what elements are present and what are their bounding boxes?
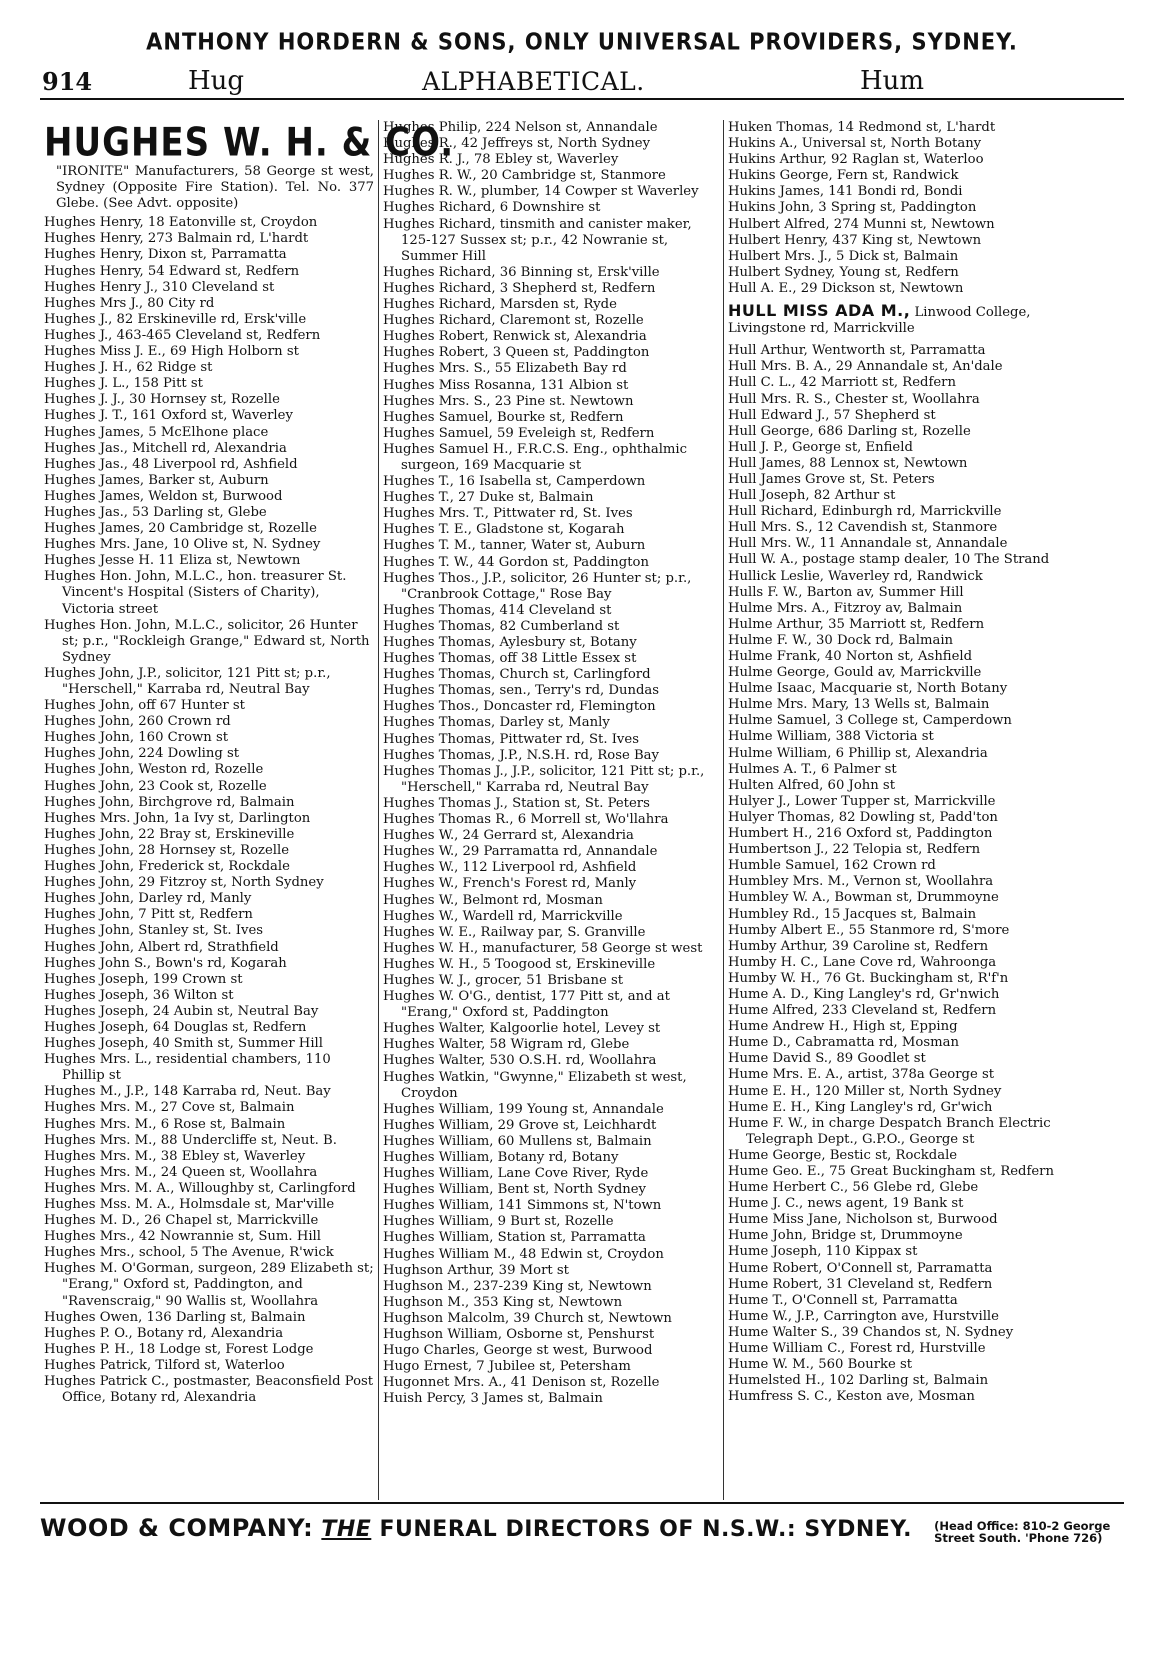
directory-entry: Hughes Watkin, "Gwynne," Elizabeth st west, Croydon	[383, 1069, 687, 1101]
directory-entry: Hughson M., 353 King st, Newtown	[383, 1294, 623, 1310]
directory-entry: Hulls F. W., Barton av, Summer Hill	[728, 584, 964, 600]
directory-entry: Hughes Thomas, sen., Terry's rd, Dundas	[383, 683, 660, 699]
directory-entry: Hume Robert, O'Connell st, Parramatta	[728, 1260, 993, 1276]
directory-entry: Hume Alfred, 233 Cleveland st, Redfern	[728, 1003, 997, 1019]
directory-entry: Hughes Richard, Marsden st, Ryde	[383, 297, 617, 313]
directory-entry: Hughes Mrs J., 80 City rd	[44, 295, 215, 311]
directory-entry: Hughes Thomas, Darley st, Manly	[383, 715, 610, 731]
directory-entry: Hulme Arthur, 35 Marriott st, Redfern	[728, 616, 985, 632]
directory-entry: Hughes Richard, 3 Shepherd st, Redfern	[383, 280, 656, 296]
directory-entry: Hughes James, 5 McElhone place	[44, 424, 269, 440]
column-1	[40, 120, 455, 1500]
directory-entry: Hughes Thomas, Aylesbury st, Botany	[383, 635, 637, 650]
directory-entry: Hull J. P., George st, Enfield	[728, 439, 913, 455]
directory-entry: Hull C. L., 42 Marriott st, Redfern	[728, 375, 956, 391]
directory-entry: Hulme William, 6 Phillip st, Alexandria	[728, 745, 988, 761]
directory-entry: Hughes J. T., 161 Oxford st, Waverley	[44, 408, 293, 424]
directory-entry: Hughes Mrs. M., 38 Ebley st, Waverley	[44, 1148, 306, 1164]
spot-advertisement	[728, 303, 1058, 337]
directory-entry: Hume Herbert C., 56 Glebe rd, Glebe	[728, 1180, 979, 1196]
directory-entry: Hull Joseph, 82 Arthur st	[728, 488, 896, 504]
footer-note-line-2: Street South. 'Phone 726)	[934, 1530, 1103, 1545]
directory-entry: Hughes Thomas, off 38 Little Essex st	[383, 651, 637, 667]
directory-entry: Hull Richard, Edinburgh rd, Marrickville	[728, 504, 1002, 520]
directory-entry: Hughes James, Weldon st, Burwood	[44, 488, 283, 504]
directory-entry: Hughes Jas., 53 Darling st, Glebe	[44, 504, 267, 520]
directory-entry: Hughes J., 82 Erskineville rd, Ersk'ville	[44, 311, 307, 327]
directory-entry: Hulme Samuel, 3 College st, Camperdown	[728, 713, 1012, 729]
directory-entry: Hugo Charles, George st west, Burwood	[383, 1343, 653, 1359]
directory-entry: Hume W., J.P., Carrington ave, Hurstville	[728, 1308, 999, 1324]
directory-entry: Hughes Robert, Renwick st, Alexandria	[383, 329, 647, 345]
directory-entry: Hughes John S., Bown's rd, Kogarah	[44, 955, 287, 971]
directory-entry: Hughes William, 199 Young st, Annandale	[383, 1101, 664, 1117]
directory-entry: Hughes Jas., 48 Liverpool rd, Ashfield	[44, 456, 298, 472]
directory-entry: Hughes Joseph, 199 Crown st	[44, 971, 243, 987]
directory-entry: Hughes R. W., plumber, 14 Cowper st Waverley	[383, 184, 699, 200]
directory-entry: Hughes Mrs. M., 27 Cove st, Balmain	[44, 1100, 295, 1116]
directory-entry: Hulten Alfred, 60 John st	[728, 777, 896, 793]
directory-entry: Hughes John, Albert rd, Strathfield	[44, 939, 279, 955]
range-start-label: Hug	[188, 66, 245, 96]
directory-entry: Hughes Walter, Kalgoorlie hotel, Levey st	[383, 1021, 661, 1037]
directory-entry: Hughes W., 24 Gerrard st, Alexandria	[383, 828, 634, 844]
directory-entry: Hughes J. H., 62 Ridge st	[44, 360, 213, 376]
directory-entry: Hukins Arthur, 92 Raglan st, Waterloo	[728, 152, 984, 168]
directory-entry: Hughes M. O'Gorman, surgeon, 289 Elizabeth st; "Erang," Oxford st, Paddington, and "Ravenscraig," 90 Wallis st, Woollahra	[44, 1261, 374, 1309]
directory-entry: Hume Geo. E., 75 Great Buckingham st, Redfern	[728, 1164, 1054, 1179]
directory-entry: Hughes T., 27 Duke st, Balmain	[383, 490, 594, 506]
directory-entry: Humbertson J., 22 Telopia st, Redfern	[728, 842, 981, 858]
directory-entry: Hughes W., 112 Liverpool rd, Ashfield	[383, 860, 637, 876]
directory-entry: Hughes Richard, 36 Binning st, Ersk'ville	[383, 264, 660, 280]
directory-entry: Hughes Joseph, 40 Smith st, Summer Hill	[44, 1036, 323, 1052]
directory-entry: Hugo Ernest, 7 Jubilee st, Petersham	[383, 1359, 631, 1375]
directory-entry: Hughes John, 7 Pitt st, Redfern	[44, 907, 253, 923]
directory-entry: Hughes Philip, 224 Nelson st, Annandale	[383, 120, 658, 135]
footer-note	[934, 1520, 1110, 1544]
directory-entry: Hughes Richard, Claremont st, Rozelle	[383, 313, 644, 329]
directory-entry: Hulbert Mrs. J., 5 Dick st, Balmain	[728, 248, 959, 264]
range-end-label: Hum	[860, 66, 925, 96]
directory-entry: Hughes T. W., 44 Gordon st, Paddington	[383, 554, 649, 570]
spot-ad-text: Linwood College, Livingstone rd, Marrickville	[728, 305, 1031, 337]
directory-entry: Hughes J., 463-465 Cleveland st, Redfern	[44, 327, 321, 343]
directory-entry: Hughes Hon. John, M.L.C., hon. treasurer St. Vincent's Hospital (Sisters of Charity), Victoria street	[44, 569, 347, 617]
directory-entry: Hughes John, 224 Dowling st	[44, 746, 240, 762]
directory-entry: Hughes John, Stanley st, St. Ives	[44, 923, 264, 939]
directory-entry: Hughes W. O'G., dentist, 177 Pitt st, and at "Erang," Oxford st, Paddington	[383, 989, 670, 1021]
footer-brand: WOOD & COMPANY:	[40, 1514, 314, 1542]
directory-entry: Hulme F. W., 30 Dock rd, Balmain	[728, 632, 954, 648]
directory-entry: Hughes Richard, 6 Downshire st	[383, 200, 601, 216]
directory-entry: Hughes Miss Rosanna, 131 Albion st	[383, 377, 629, 393]
directory-entry: Hughes W. H., manufacturer, 58 George st west	[383, 940, 703, 956]
directory-entry: Hume D., Cabramatta rd, Mosman	[728, 1035, 959, 1051]
directory-entry: Hughes William, Bent st, North Sydney	[383, 1182, 647, 1198]
directory-entry: Hughes Samuel H., F.R.C.S. Eng., ophthalmic surgeon, 169 Macquarie st	[383, 441, 688, 473]
directory-entry: Hughes Mrs. Jane, 10 Olive st, N. Sydney	[44, 537, 321, 553]
footer-advertisement	[40, 1502, 1124, 1544]
directory-entry: Humble Samuel, 162 Crown rd	[728, 858, 936, 874]
directory-entry: Hughes John, 23 Cook st, Rozelle	[44, 778, 267, 794]
directory-entry: Hughes John, 29 Fitzroy st, North Sydney	[44, 875, 324, 891]
entry-list	[44, 215, 374, 1406]
directory-entry: Hughes W., 29 Parramatta rd, Annandale	[383, 844, 658, 860]
directory-entry: Huish Percy, 3 James st, Balmain	[383, 1391, 603, 1407]
directory-entry: Hume W. M., 560 Bourke st	[728, 1357, 913, 1373]
directory-entry: Hume Mrs. E. A., artist, 378a George st	[728, 1067, 995, 1083]
directory-entry: Hukins A., Universal st, North Botany	[728, 136, 982, 152]
column-3	[723, 120, 1062, 1500]
directory-entry: Hughes Mrs. T., Pittwater rd, St. Ives	[383, 506, 633, 522]
directory-entry: Hughes John, 160 Crown st	[44, 730, 229, 746]
directory-entry: Hughes William, 141 Simmons st, N'town	[383, 1198, 662, 1214]
directory-entry: Hull George, 686 Darling st, Rozelle	[728, 423, 971, 439]
directory-entry: Hughes Thomas R., 6 Morrell st, Wo'llahra	[383, 812, 669, 828]
directory-entry: Hughes Henry, 18 Eatonville st, Croydon	[44, 215, 318, 231]
directory-entry: Hulme George, Gould av, Marrickville	[728, 665, 982, 681]
entry-list	[728, 343, 1058, 1405]
directory-entry: Hull Mrs. B. A., 29 Annandale st, An'dale	[728, 359, 1003, 375]
directory-entry: Hughes Joseph, 24 Aubin st, Neutral Bay	[44, 1003, 319, 1019]
directory-entry: Hughes Mrs. John, 1a Ivy st, Darlington	[44, 810, 311, 826]
directory-entry: Hulbert Alfred, 274 Munni st, Newtown	[728, 216, 995, 232]
entry-list	[383, 120, 719, 1408]
directory-entry: Hughes Walter, 530 O.S.H. rd, Woollahra	[383, 1053, 657, 1069]
directory-entry: Hull W. A., postage stamp dealer, 10 The Strand	[728, 552, 1050, 568]
directory-entry: Hume John, Bridge st, Drummoyne	[728, 1228, 963, 1244]
directory-entry: Hume David S., 89 Goodlet st	[728, 1051, 926, 1067]
directory-entry: Hughes Mrs. M. A., Willoughby st, Carlingford	[44, 1180, 356, 1196]
entry-list	[728, 120, 1058, 297]
directory-entry: Hume William C., Forest rd, Hurstville	[728, 1341, 986, 1357]
column-2	[378, 120, 723, 1500]
directory-entry: Hume E. H., 120 Miller st, North Sydney	[728, 1083, 1002, 1099]
directory-entry: Hughes Patrick, Tilford st, Waterloo	[44, 1357, 285, 1373]
directory-entry: Hughes Miss J. E., 69 High Holborn st	[44, 344, 299, 360]
directory-entry: Hughes P. H., 18 Lodge st, Forest Lodge	[44, 1341, 314, 1357]
directory-entry: Hughson Malcolm, 39 Church st, Newtown	[383, 1310, 672, 1326]
directory-entry: Hullick Leslie, Waverley rd, Randwick	[728, 568, 983, 584]
directory-columns	[40, 120, 1124, 1500]
display-ad-text: "IRONITE" Manufacturers, 58 George st west, Sydney (Opposite Fire Station). Tel. No. 377 Glebe. (See Advt. opposite)	[56, 164, 374, 212]
directory-entry: Hughes R. W., 20 Cambridge st, Stanmore	[383, 168, 666, 184]
directory-entry: Hughes Mss. M. A., Holmsdale st, Mar'ville	[44, 1197, 335, 1212]
directory-entry: Hughes Henry, Dixon st, Parramatta	[44, 247, 287, 263]
directory-entry: Hughes John, Frederick st, Rockdale	[44, 859, 290, 875]
directory-entry: Hughes Mrs., 42 Nowrannie st, Sum. Hill	[44, 1229, 321, 1245]
directory-entry: Hughes R., 42 Jeffreys st, North Sydney	[383, 136, 651, 152]
directory-entry: Hume Robert, 31 Cleveland st, Redfern	[728, 1276, 993, 1292]
directory-entry: Hughes W., French's Forest rd, Manly	[383, 876, 637, 892]
directory-entry: Hume E. H., King Langley's rd, Gr'wich	[728, 1099, 993, 1115]
directory-entry: Hughes J. J., 30 Hornsey st, Rozelle	[44, 392, 280, 408]
directory-entry: Hughes Thomas, J.P., N.S.H. rd, Rose Bay	[383, 747, 659, 763]
directory-entry: Hughes Mrs. L., residential chambers, 110 Phillip st	[44, 1052, 331, 1084]
directory-entry: Humby Albert E., 55 Stanmore rd, S'more	[728, 922, 1010, 938]
directory-entry: Hughes Patrick C., postmaster, Beaconsfield Post Office, Botany rd, Alexandria	[44, 1374, 374, 1406]
directory-entry: Hughes John, Birchgrove rd, Balmain	[44, 794, 295, 810]
footer-slogan	[40, 1514, 920, 1542]
directory-entry: Hull Mrs. R. S., Chester st, Woollahra	[728, 391, 980, 407]
directory-entry: Hull James, 88 Lennox st, Newtown	[728, 455, 968, 471]
footer-rest: FUNERAL DIRECTORS OF N.S.W.: SYDNEY.	[379, 1517, 912, 1542]
directory-entry: Hughes Thomas J., Station st, St. Peters	[383, 795, 650, 811]
directory-entry: Hume Miss Jane, Nicholson st, Burwood	[728, 1212, 998, 1228]
directory-entry: Hughes John, 28 Hornsey st, Rozelle	[44, 842, 290, 858]
directory-entry: Hughes Thomas, 414 Cleveland st	[383, 602, 612, 618]
directory-entry: Hughes Henry, 273 Balmain rd, L'hardt	[44, 231, 309, 247]
page-number: 914	[42, 67, 93, 96]
directory-entry: Humby Arthur, 39 Caroline st, Redfern	[728, 938, 989, 954]
directory-entry: Hugonnet Mrs. A., 41 Denison st, Rozelle	[383, 1375, 660, 1391]
directory-entry: Humbley Rd., 15 Jacques st, Balmain	[728, 906, 977, 922]
directory-entry: Hughes W., Wardell rd, Marrickville	[383, 908, 623, 924]
directory-entry: Hughes Thos., J.P., solicitor, 26 Hunter st; p.r., "Cranbrook Cottage," Rose Bay	[383, 570, 692, 602]
directory-entry: Hukins James, 141 Bondi rd, Bondi	[728, 184, 963, 200]
directory-entry: Hulme Frank, 40 Norton st, Ashfield	[728, 649, 973, 664]
directory-entry: Huken Thomas, 14 Redmond st, L'hardt	[728, 120, 996, 135]
directory-entry: Hulmes A. T., 6 Palmer st	[728, 761, 897, 777]
page-header	[40, 62, 1124, 100]
directory-entry: Hughes John, off 67 Hunter st	[44, 698, 245, 714]
directory-entry: Hughes T., 16 Isabella st, Camperdown	[383, 474, 646, 490]
directory-entry: Hughes William, Station st, Parramatta	[383, 1230, 646, 1246]
footer-note-line-1: (Head Office: 810-2 George	[934, 1518, 1111, 1533]
directory-entry: Hughes Samuel, 59 Eveleigh st, Redfern	[383, 425, 655, 441]
directory-entry: Hull A. E., 29 Dickson st, Newtown	[728, 280, 964, 296]
directory-entry: Hulbert Henry, 437 King st, Newtown	[728, 232, 982, 248]
directory-entry: Hughes Mrs., school, 5 The Avenue, R'wick	[44, 1245, 334, 1261]
display-advertisement	[44, 120, 455, 212]
directory-entry: Hughes John, Weston rd, Rozelle	[44, 762, 264, 778]
directory-entry: Hull Mrs. W., 11 Annandale st, Annandale	[728, 536, 1008, 552]
directory-entry: Hulyer Thomas, 82 Dowling st, Padd'ton	[728, 809, 998, 825]
directory-entry: Hughes Henry, 54 Edward st, Redfern	[44, 263, 300, 279]
directory-entry: Humbley Mrs. M., Vernon st, Woollahra	[728, 874, 994, 890]
directory-entry: Hughes Thomas, Pittwater rd, St. Ives	[383, 731, 639, 747]
directory-entry: Hukins George, Fern st, Randwick	[728, 168, 959, 184]
directory-entry: Hughes Owen, 136 Darling st, Balmain	[44, 1309, 306, 1325]
directory-entry: Hughson William, Osborne st, Penshurst	[383, 1327, 655, 1343]
directory-entry: Hulme Mrs. Mary, 13 Wells st, Balmain	[728, 697, 990, 713]
directory-entry: Hughes William, Botany rd, Botany	[383, 1150, 619, 1165]
directory-entry: Hughes Jesse H. 11 Eliza st, Newtown	[44, 553, 301, 569]
spot-ad-title: HULL MISS ADA M.,	[728, 301, 911, 321]
directory-entry: Hughes James, 20 Cambridge st, Rozelle	[44, 521, 317, 537]
directory-entry: Hughson Arthur, 39 Mort st	[383, 1262, 569, 1278]
directory-entry: Hulme Mrs. A., Fitzroy av, Balmain	[728, 600, 963, 616]
directory-entry: Hughes William, 9 Burt st, Rozelle	[383, 1214, 614, 1230]
display-ad-title: HUGHES W. H. & CO.	[44, 120, 455, 166]
directory-entry: Humby W. H., 76 Gt. Buckingham st, R'f'n	[728, 970, 1009, 986]
directory-entry: Hull Mrs. S., 12 Cavendish st, Stanmore	[728, 520, 998, 536]
directory-entry: Hughes J. L., 158 Pitt st	[44, 376, 203, 392]
directory-entry: Hughes William, 29 Grove st, Leichhardt	[383, 1117, 657, 1133]
directory-entry: Hughes William, Lane Cove River, Ryde	[383, 1166, 649, 1182]
directory-entry: Hull Edward J., 57 Shepherd st	[728, 407, 936, 423]
directory-entry: Hughes M., J.P., 148 Karraba rd, Neut. Bay	[44, 1084, 331, 1100]
directory-entry: Hughes John, J.P., solicitor, 121 Pitt st; p.r., "Herschell," Karraba rd, Neutral Bay	[44, 665, 331, 697]
directory-entry: Hulme William, 388 Victoria st	[728, 729, 934, 745]
directory-entry: Hughes Mrs. M., 88 Undercliffe st, Neut. B.	[44, 1132, 337, 1148]
directory-entry: Hughes John, 260 Crown rd	[44, 714, 231, 730]
directory-entry: Hughes Joseph, 36 Wilton st	[44, 987, 234, 1003]
directory-entry: Hughes Mrs. M., 6 Rose st, Balmain	[44, 1116, 286, 1132]
footer-the: THE	[321, 1517, 372, 1542]
directory-entry: Hull James Grove st, St. Peters	[728, 471, 935, 487]
directory-entry: Hughes W. J., grocer, 51 Brisbane st	[383, 972, 624, 988]
advertising-banner: ANTHONY HORDERN & SONS, ONLY UNIVERSAL PROVIDERS, SYDNEY.	[146, 28, 1018, 56]
directory-entry: Humbert H., 216 Oxford st, Paddington	[728, 826, 993, 842]
directory-entry: Hughes Hon. John, M.L.C., solicitor, 26 Hunter st; p.r., "Rockleigh Grange," Edward st, North Sydney	[44, 617, 370, 665]
directory-entry: Hughes Jas., Mitchell rd, Alexandria	[44, 440, 287, 456]
directory-entry: Hulme Isaac, Macquarie st, North Botany	[728, 681, 1008, 697]
directory-entry: Hume J. C., news agent, 19 Bank st	[728, 1196, 964, 1212]
directory-page	[40, 30, 1124, 1630]
directory-entry: Humby H. C., Lane Cove rd, Wahroonga	[728, 954, 997, 970]
directory-entry: Hughes Thomas, Church st, Carlingford	[383, 667, 651, 683]
directory-entry: Hughes William, 60 Mullens st, Balmain	[383, 1133, 652, 1149]
directory-entry: Hughes Mrs. S., 55 Elizabeth Bay rd	[383, 361, 627, 377]
directory-entry: Humfress S. C., Keston ave, Mosman	[728, 1389, 975, 1405]
directory-entry: Hulbert Sydney, Young st, Redfern	[728, 264, 959, 280]
directory-entry: Hughes Thomas, 82 Cumberland st	[383, 618, 620, 634]
directory-entry: Hughes John, 22 Bray st, Erskineville	[44, 826, 295, 842]
directory-entry: Hume F. W., in charge Despatch Branch Electric Telegraph Dept., G.P.O., George st	[728, 1115, 1051, 1147]
directory-entry: Hume George, Bestic st, Rockdale	[728, 1147, 958, 1163]
directory-entry: Hull Arthur, Wentworth st, Parramatta	[728, 343, 986, 359]
directory-entry: Hughes Walter, 58 Wigram rd, Glebe	[383, 1037, 630, 1053]
directory-entry: Hughes Thomas J., J.P., solicitor, 121 Pitt st; p.r., "Herschell," Karraba rd, Neutral Bay	[383, 763, 705, 795]
directory-entry: Hume Walter S., 39 Chandos st, N. Sydney	[728, 1324, 1014, 1340]
directory-entry: Hughes Robert, 3 Queen st, Paddington	[383, 345, 650, 361]
directory-entry: Hulyer J., Lower Tupper st, Marrickville	[728, 793, 996, 809]
directory-entry: Hughes Mrs. S., 23 Pine st. Newtown	[383, 393, 634, 409]
directory-entry: Hume Andrew H., High st, Epping	[728, 1019, 958, 1035]
directory-entry: Hume A. D., King Langley's rd, Gr'nwich	[728, 986, 1000, 1002]
directory-entry: Hughes John, Darley rd, Manly	[44, 891, 252, 907]
directory-entry: Hukins John, 3 Spring st, Paddington	[728, 200, 977, 216]
directory-entry: Hughes R. J., 78 Ebley st, Waverley	[383, 152, 619, 168]
directory-entry: Hughes Mrs. M., 24 Queen st, Woollahra	[44, 1164, 318, 1180]
directory-entry: Hughes Joseph, 64 Douglas st, Redfern	[44, 1019, 307, 1035]
directory-entry: Hughes William M., 48 Edwin st, Croydon	[383, 1246, 664, 1262]
directory-entry: Hughes James, Barker st, Auburn	[44, 472, 269, 488]
directory-entry: Hughes Thos., Doncaster rd, Flemington	[383, 699, 656, 715]
directory-entry: Hume Joseph, 110 Kippax st	[728, 1244, 918, 1260]
directory-entry: Hume T., O'Connell st, Parramatta	[728, 1292, 958, 1308]
directory-entry: Hughes W., Belmont rd, Mosman	[383, 892, 603, 908]
directory-entry: Hughes T. M., tanner, Water st, Auburn	[383, 538, 646, 554]
section-label: ALPHABETICAL.	[422, 67, 645, 96]
directory-entry: Hughes Henry J., 310 Cleveland st	[44, 279, 275, 295]
directory-entry: Hughes T. E., Gladstone st, Kogarah	[383, 522, 625, 538]
directory-entry: Hughes Samuel, Bourke st, Redfern	[383, 409, 624, 425]
directory-entry: Hughes M. D., 26 Chapel st, Marrickville	[44, 1213, 319, 1229]
directory-entry: Humbley W. A., Bowman st, Drummoyne	[728, 890, 999, 906]
directory-entry: Hughes Richard, tinsmith and canister maker, 125-127 Sussex st; p.r., 42 Nowranie st, Summer Hill	[383, 216, 692, 264]
directory-entry: Humelsted H., 102 Darling st, Balmain	[728, 1373, 989, 1389]
directory-entry: Hughes P. O., Botany rd, Alexandria	[44, 1325, 284, 1341]
directory-entry: Hughes W. E., Railway par, S. Granville	[383, 924, 646, 940]
directory-entry: Hughson M., 237-239 King st, Newtown	[383, 1278, 652, 1294]
directory-entry: Hughes W. H., 5 Toogood st, Erskineville	[383, 956, 656, 972]
